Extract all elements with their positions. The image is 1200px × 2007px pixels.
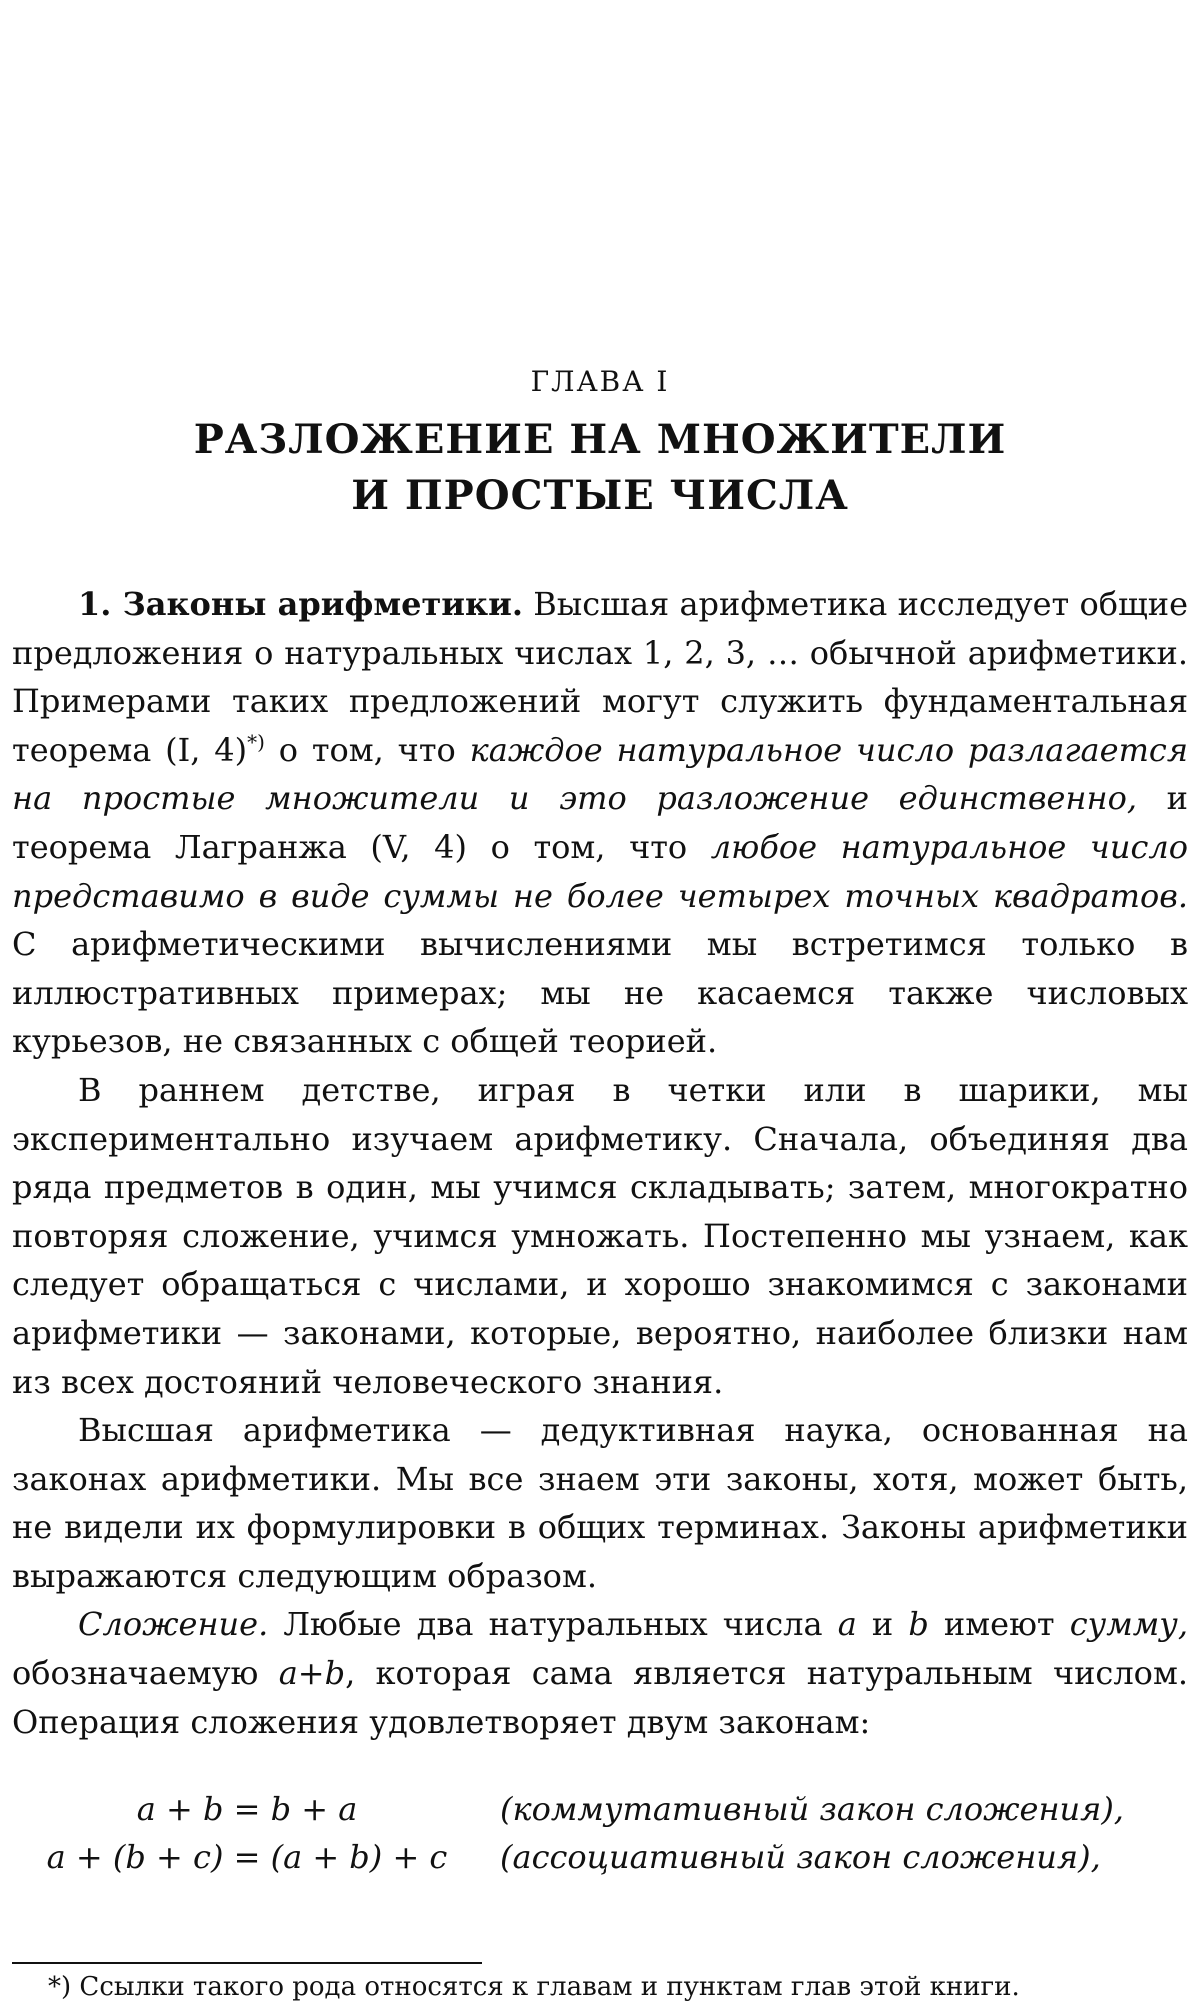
- paragraph-4: [12, 1600, 1188, 1746]
- paragraph-3: Высшая арифметика — дедуктивная наука, основанная на законах арифметики. Мы все знаем эти законы, хотя, может быть, не видели их формулировки в общих терминах. Законы арифметики выражаются следующим образом.: [12, 1411, 1188, 1595]
- footnote-mark: *): [48, 1972, 72, 2002]
- chapter-title: [12, 412, 1188, 524]
- p4-text-b: и: [856, 1605, 909, 1644]
- footnote: [48, 1970, 1020, 2004]
- p4-term-addition: Сложение.: [78, 1605, 269, 1644]
- formula-associative: [12, 1833, 1188, 1881]
- paragraph-2: В раннем детстве, играя в четки или в шарики, мы экспериментально изучаем арифметику. Сначала, объединяя два ряда предметов в один, мы учимся складывать; затем, многократно повторяя сложение, учимся умножать. Постепенно мы узнаем, как следует обращаться с числами, и хорошо знакомимся с законами арифметики — законами, которые, вероятно, наиболее близки нам из всех достояний человеческого знания.: [12, 1070, 1188, 1401]
- formula-expression: a + (b + c) = (a + b) + c: [46, 1838, 448, 1876]
- footnote-text: Ссылки такого рода относятся к главам и пунктам глав этой книги.: [71, 1972, 1020, 2002]
- paragraph-1: [12, 580, 1188, 1066]
- formula-law-name: (коммутативный закон сложения),: [500, 1790, 1124, 1828]
- footnote-ref: *): [247, 729, 265, 754]
- p1-text-d: С арифметическими вычислениями мы встретимся только в иллюстративных примерах; мы не касаемся также числовых курьезов, не связанных с общей теорией.: [12, 925, 1188, 1061]
- chapter-label: ГЛАВА I: [530, 365, 670, 398]
- p1-text-c: и теорема Лагранжа (V, 4) о том, что: [12, 779, 1188, 866]
- p4-var-a: a: [837, 1605, 857, 1644]
- formula-law-name: (ассоциативный закон сложения),: [500, 1838, 1101, 1876]
- p4-text-c: имеют: [928, 1605, 1070, 1644]
- p1-text-a: Высшая арифметика исследует общие предложения о натуральных числах 1, 2, 3, … обычной арифметики. Примерами таких предложений могут служить фундаментальная теорема (I, 4): [12, 585, 1189, 769]
- formula-commutative: [12, 1785, 1188, 1833]
- p4-term-sum: сумму,: [1069, 1605, 1189, 1644]
- p4-text-a: Любые два натуральных числа: [268, 1605, 838, 1644]
- footnote-divider: [12, 1962, 482, 1964]
- p1-theorem-factorization: каждое натуральное число разлагается на простые множители и это разложение единственно,: [12, 730, 1189, 818]
- body-text: [12, 580, 1188, 1746]
- p1-text-b: о том, что: [264, 730, 470, 769]
- p4-text-d: обозначаемую: [12, 1654, 279, 1693]
- chapter-title-line-1: РАЗЛОЖЕНИЕ НА МНОЖИТЕЛИ: [193, 416, 1007, 463]
- section-title: 1. Законы арифметики.: [78, 585, 524, 623]
- formula-block: [12, 1785, 1188, 1881]
- formula-expression: a + b = b + a: [136, 1790, 358, 1828]
- chapter-title-line-2: И ПРОСТЫЕ ЧИСЛА: [351, 472, 849, 519]
- p1-theorem-lagrange: любое натуральное число представимо в виде суммы не более четырех точных квадратов.: [12, 827, 1189, 915]
- p4-expr-sum: a+b: [278, 1654, 346, 1693]
- p4-var-b: b: [908, 1605, 929, 1644]
- p4-text-e: , которая сама является натуральным числом. Операция сложения удовлетворяет двум законам:: [12, 1654, 1189, 1741]
